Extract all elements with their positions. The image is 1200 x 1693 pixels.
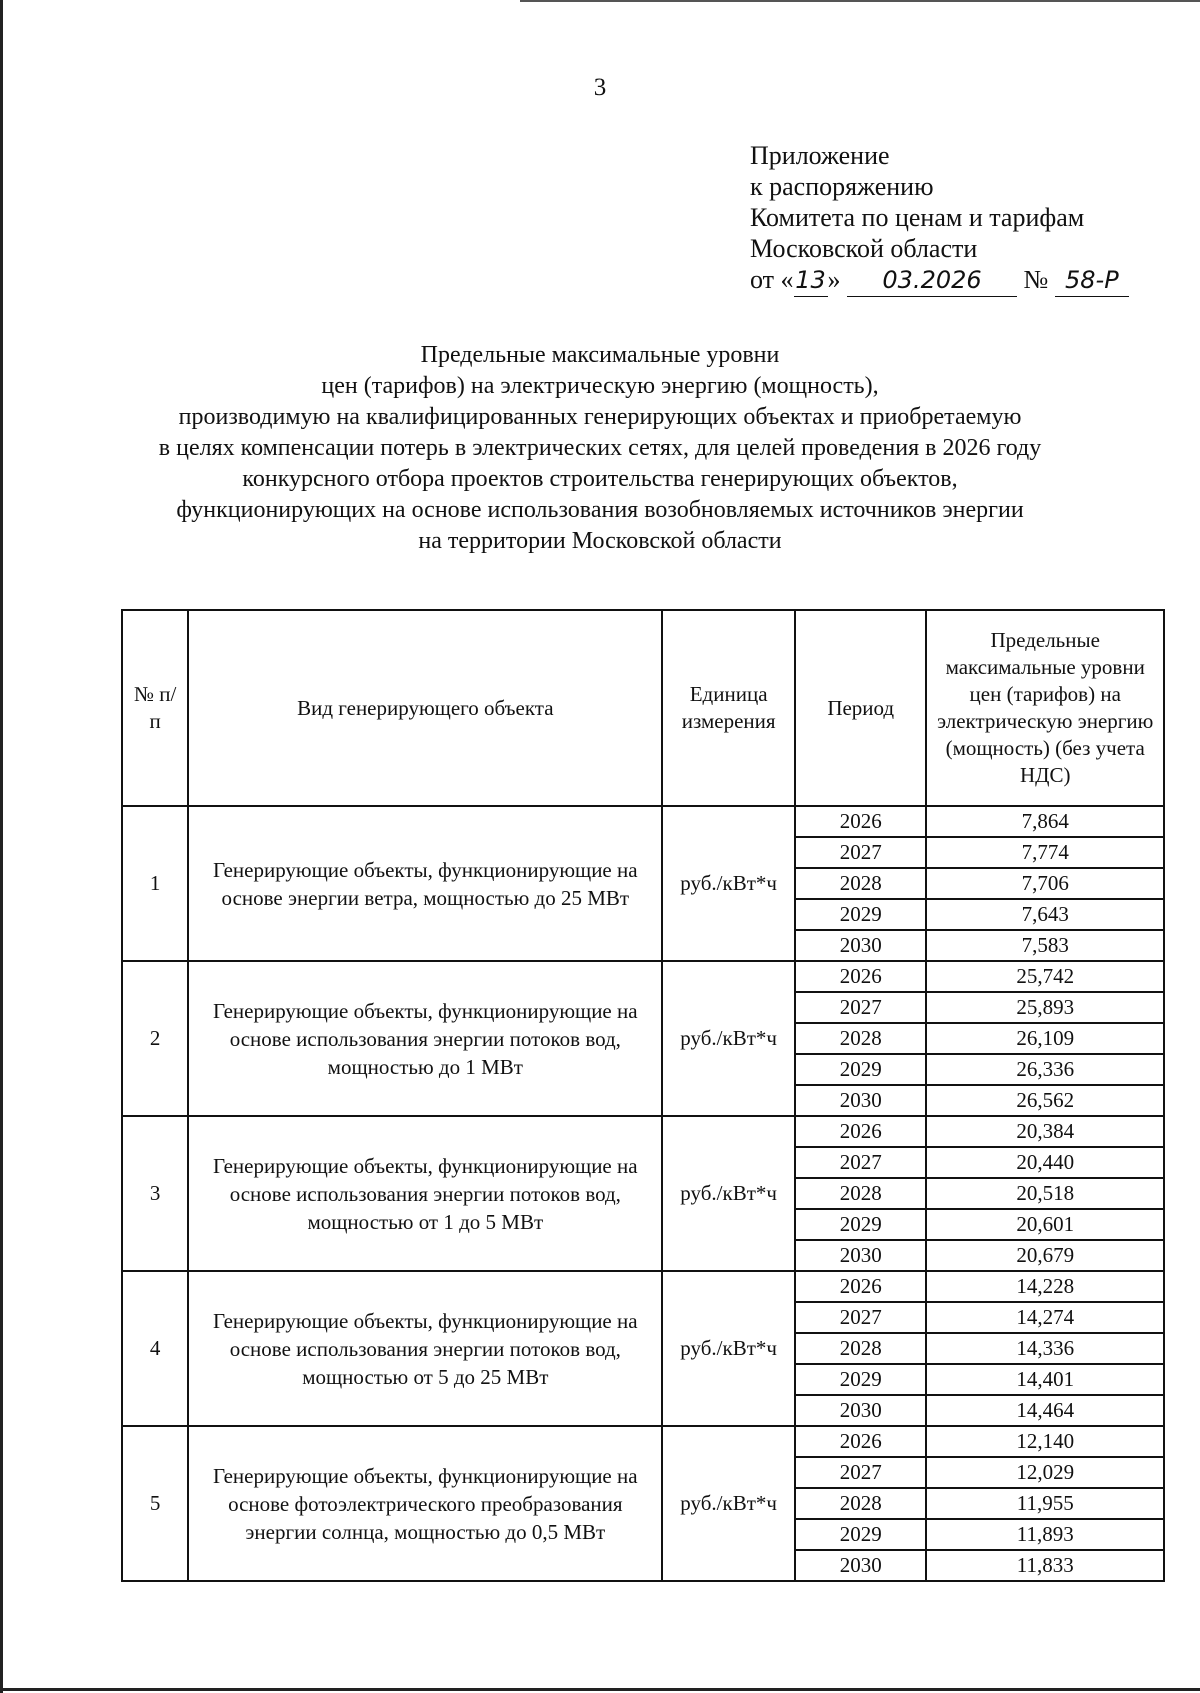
date-prefix: от « (750, 265, 794, 294)
title-line: в целях компенсации потерь в электрических сетях, для целей проведения в 2026 году (158, 435, 1042, 461)
period-year: 2030 (795, 1085, 926, 1116)
period-year: 2028 (795, 1178, 926, 1209)
price-value: 20,440 (926, 1147, 1164, 1178)
title-line: Предельные максимальные уровни (420, 342, 780, 368)
row-num: 4 (122, 1271, 188, 1426)
table-header-row (122, 610, 1164, 806)
appendix-line: к распоряжению (750, 172, 934, 201)
period-year: 2029 (795, 1519, 926, 1550)
period-year: 2026 (795, 1271, 926, 1302)
document-title (100, 340, 1100, 557)
appendix-line: Московской области (750, 234, 978, 263)
price-value: 7,583 (926, 930, 1164, 961)
title-line: функционирующих на основе использования возобновляемых источников энергии (176, 497, 1024, 523)
row-unit: руб./кВт*ч (662, 961, 795, 1116)
scan-edge-left (0, 0, 3, 1693)
price-value: 25,893 (926, 992, 1164, 1023)
price-value: 26,336 (926, 1054, 1164, 1085)
row-type: Генерирующие объекты, функционирующие на основе использования энергии потоков вод, мощностью от 5 до 25 МВт (188, 1271, 662, 1426)
appendix-block (750, 140, 1129, 297)
price-value: 26,562 (926, 1085, 1164, 1116)
header-period: Период (795, 610, 926, 806)
period-year: 2027 (795, 1147, 926, 1178)
period-year: 2027 (795, 1302, 926, 1333)
price-value: 14,401 (926, 1364, 1164, 1395)
price-value: 26,109 (926, 1023, 1164, 1054)
period-year: 2028 (795, 1333, 926, 1364)
price-value: 14,336 (926, 1333, 1164, 1364)
price-value: 20,384 (926, 1116, 1164, 1147)
table-row (122, 1271, 1164, 1302)
row-num: 1 (122, 806, 188, 961)
header-type: Вид генерирующего объекта (188, 610, 662, 806)
price-value: 7,643 (926, 899, 1164, 930)
date-mid: » (827, 265, 841, 294)
price-value: 11,893 (926, 1519, 1164, 1550)
period-year: 2029 (795, 1364, 926, 1395)
row-unit: руб./кВт*ч (662, 1426, 795, 1581)
appendix-line: Комитета по ценам и тарифам (750, 203, 1085, 232)
title-line: производимую на квалифицированных генерирующих объектах и приобретаемую (178, 404, 1022, 430)
row-unit: руб./кВт*ч (662, 1116, 795, 1271)
period-year: 2026 (795, 806, 926, 837)
price-value: 7,706 (926, 868, 1164, 899)
table-row (122, 1426, 1164, 1457)
period-year: 2028 (795, 868, 926, 899)
table-row (122, 806, 1164, 837)
period-year: 2030 (795, 1395, 926, 1426)
tariff-table (121, 609, 1165, 1582)
title-line: конкурсного отбора проектов строительства генерирующих объектов, (242, 466, 958, 492)
title-line: на территории Московской области (418, 528, 782, 554)
table-row (122, 961, 1164, 992)
row-type: Генерирующие объекты, функционирующие на основе использования энергии потоков вод, мощностью до 1 МВт (188, 961, 662, 1116)
price-value: 14,228 (926, 1271, 1164, 1302)
row-unit: руб./кВт*ч (662, 806, 795, 961)
row-type: Генерирующие объекты, функционирующие на основе энергии ветра, мощностью до 25 МВт (188, 806, 662, 961)
period-year: 2026 (795, 1116, 926, 1147)
period-year: 2029 (795, 1054, 926, 1085)
price-value: 14,464 (926, 1395, 1164, 1426)
period-year: 2029 (795, 1209, 926, 1240)
period-year: 2028 (795, 1023, 926, 1054)
period-year: 2026 (795, 1426, 926, 1457)
scan-edge-top (520, 0, 1200, 2)
price-value: 11,955 (926, 1488, 1164, 1519)
price-value: 12,140 (926, 1426, 1164, 1457)
number-label: № (1023, 265, 1049, 294)
price-value: 11,833 (926, 1550, 1164, 1581)
period-year: 2030 (795, 1240, 926, 1271)
period-year: 2026 (795, 961, 926, 992)
handwritten-date: 03.2026 (847, 265, 1017, 297)
page-number: 3 (593, 74, 607, 101)
appendix-line: Приложение (750, 141, 890, 170)
period-year: 2030 (795, 1550, 926, 1581)
price-value: 20,518 (926, 1178, 1164, 1209)
price-value: 14,274 (926, 1302, 1164, 1333)
handwritten-day: 13 (794, 265, 828, 297)
price-value: 7,774 (926, 837, 1164, 868)
period-year: 2027 (795, 1457, 926, 1488)
period-year: 2027 (795, 837, 926, 868)
period-year: 2029 (795, 899, 926, 930)
header-unit: Единица измерения (662, 610, 795, 806)
period-year: 2027 (795, 992, 926, 1023)
row-unit: руб./кВт*ч (662, 1271, 795, 1426)
price-value: 25,742 (926, 961, 1164, 992)
period-year: 2028 (795, 1488, 926, 1519)
row-type: Генерирующие объекты, функционирующие на основе использования энергии потоков вод, мощностью от 1 до 5 МВт (188, 1116, 662, 1271)
handwritten-number: 58-Р (1055, 265, 1129, 297)
row-num: 5 (122, 1426, 188, 1581)
price-value: 20,601 (926, 1209, 1164, 1240)
row-type: Генерирующие объекты, функционирующие на основе фотоэлектрического преобразования энергии солнца, мощностью до 0,5 МВт (188, 1426, 662, 1581)
row-num: 2 (122, 961, 188, 1116)
table-row (122, 1116, 1164, 1147)
scan-edge-bottom (0, 1688, 1200, 1691)
price-value: 7,864 (926, 806, 1164, 837)
title-line: цен (тарифов) на электрическую энергию (мощность), (321, 373, 879, 399)
appendix-date-line (750, 264, 1129, 297)
period-year: 2030 (795, 930, 926, 961)
header-num: № п/п (122, 610, 188, 806)
header-price: Предельные максимальные уровни цен (тарифов) на электрическую энергию (мощность) (без учета НДС) (926, 610, 1164, 806)
price-value: 12,029 (926, 1457, 1164, 1488)
row-num: 3 (122, 1116, 188, 1271)
price-value: 20,679 (926, 1240, 1164, 1271)
